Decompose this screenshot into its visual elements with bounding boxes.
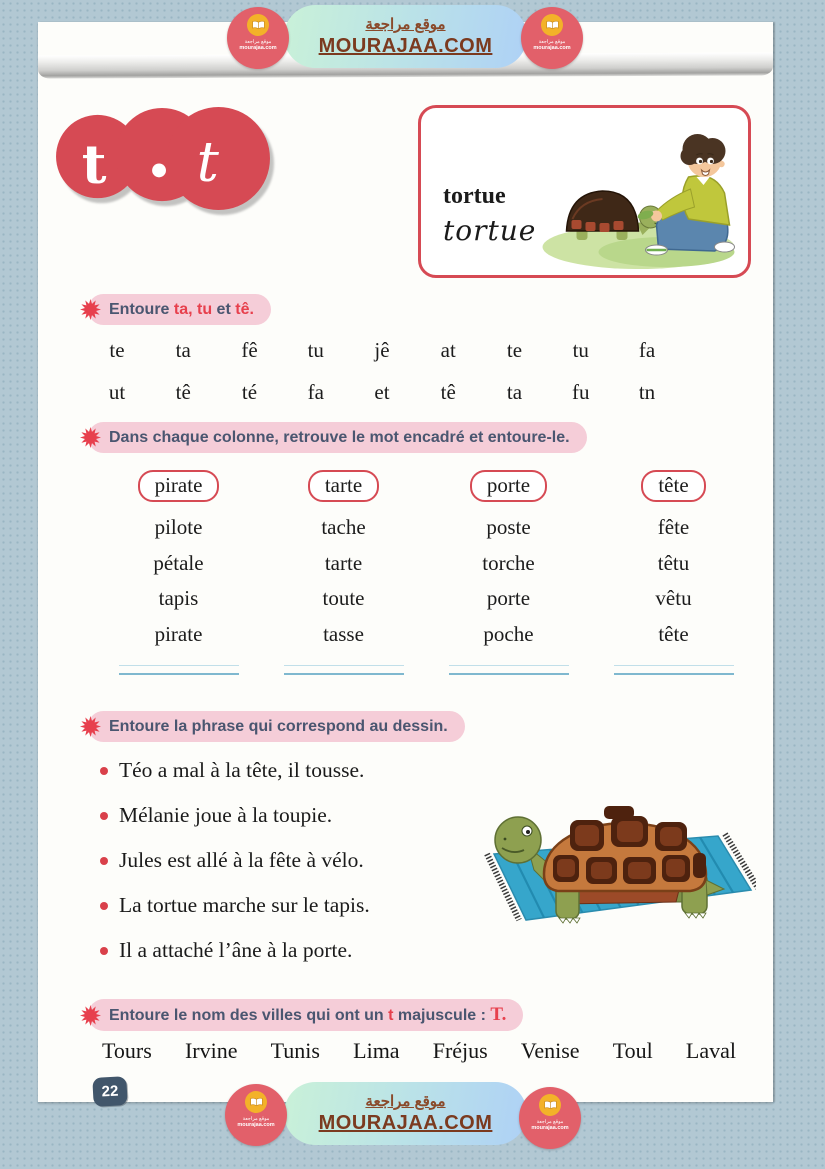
badge-arabic-label: موقع مراجعة bbox=[536, 1119, 564, 1125]
ex4-capital-t: T. bbox=[490, 1004, 507, 1025]
city-name: Toul bbox=[612, 1038, 653, 1063]
syllable: tê bbox=[175, 380, 191, 404]
syllable: tn bbox=[638, 380, 656, 404]
starburst-icon bbox=[80, 1005, 101, 1026]
word-option: tasse bbox=[323, 621, 364, 646]
letter-cursive-t: t bbox=[196, 130, 219, 195]
syllable: fê bbox=[241, 338, 258, 362]
syllable: at bbox=[440, 338, 456, 362]
word-option: têtu bbox=[657, 550, 690, 575]
sentence-item bbox=[100, 793, 370, 838]
dot-icon bbox=[100, 767, 108, 775]
word-option: pilote bbox=[154, 515, 203, 539]
word-option: poste bbox=[486, 515, 531, 539]
book-icon bbox=[539, 1094, 561, 1116]
letter-blob-shape bbox=[50, 107, 278, 211]
target-word-box bbox=[308, 470, 379, 502]
starburst-icon bbox=[80, 716, 101, 737]
badge-domain-label: mourajaa.com bbox=[533, 45, 571, 51]
sentence-item bbox=[100, 838, 370, 883]
word-option: fête bbox=[657, 515, 690, 539]
target-word: porte bbox=[486, 473, 531, 497]
site-logo-badge bbox=[225, 1084, 287, 1146]
ex3-instr-text: Entoure la phrase qui correspond au dessin. bbox=[109, 717, 448, 735]
city-name: Laval bbox=[685, 1038, 736, 1063]
writing-line bbox=[119, 665, 239, 675]
ex4-city-row bbox=[102, 1038, 736, 1064]
site-link[interactable]: MOURAJAA.COM bbox=[318, 35, 493, 57]
model-word-frame bbox=[418, 105, 751, 278]
starburst-icon bbox=[80, 427, 101, 448]
dot-icon bbox=[100, 857, 108, 865]
city-name: Tours bbox=[102, 1038, 152, 1063]
word-option: tarte bbox=[324, 550, 363, 575]
word-column-tarte bbox=[261, 470, 426, 675]
ex4-lowercase-t: t bbox=[388, 1007, 394, 1024]
word-option: porte bbox=[486, 586, 531, 610]
letter-separator-dot bbox=[152, 163, 166, 177]
syllable: et bbox=[374, 380, 390, 404]
boy-and-turtle-illustration bbox=[531, 123, 746, 273]
word-column-porte bbox=[426, 470, 591, 675]
target-word: pirate bbox=[154, 473, 203, 497]
model-word-cursive: tortue bbox=[443, 214, 537, 248]
dot-icon bbox=[100, 947, 108, 955]
ex1-syllable-row-2 bbox=[104, 380, 660, 405]
target-word: tarte bbox=[324, 473, 363, 497]
word-column-tete bbox=[591, 470, 756, 675]
syllable: fa bbox=[638, 338, 656, 362]
ex1-instruction: Entoure ta, tu et tê. bbox=[88, 294, 271, 325]
site-arabic-title: موقع مراجعة bbox=[365, 1093, 446, 1110]
writing-line bbox=[614, 665, 734, 675]
sentence-text: La tortue marche sur le tapis. bbox=[119, 893, 370, 917]
syllable: tu bbox=[307, 338, 324, 362]
word-option: tache bbox=[321, 515, 366, 539]
target-word-box bbox=[470, 470, 547, 502]
site-banner-bottom bbox=[284, 1082, 527, 1145]
syllable: fa bbox=[307, 380, 324, 404]
sentence-text: Mélanie joue à la toupie. bbox=[119, 803, 333, 827]
site-logo-badge bbox=[519, 1087, 581, 1149]
badge-arabic-label: موقع مراجعة bbox=[244, 39, 272, 45]
syllable: jê bbox=[374, 338, 390, 362]
ex1-syllable-row-1 bbox=[104, 338, 660, 363]
word-option: toute bbox=[322, 586, 365, 610]
starburst-icon bbox=[80, 299, 101, 320]
word-option: pétale bbox=[153, 550, 204, 575]
syllable: tu bbox=[572, 338, 589, 362]
badge-domain-label: mourajaa.com bbox=[237, 1122, 275, 1128]
city-name: Tunis bbox=[270, 1038, 320, 1063]
turtle-on-rug-illustration bbox=[466, 762, 756, 932]
city-name: Fréjus bbox=[432, 1038, 488, 1063]
model-word-print: tortue bbox=[443, 183, 506, 209]
ex3-instruction bbox=[88, 711, 465, 742]
badge-arabic-label: موقع مراجعة bbox=[242, 1116, 270, 1122]
word-option: torche bbox=[482, 550, 535, 575]
word-option: vêtu bbox=[655, 586, 692, 610]
word-option: tapis bbox=[158, 586, 199, 610]
sentence-item bbox=[100, 883, 370, 928]
sentence-text: Jules est allé à la fête à vélo. bbox=[119, 848, 364, 872]
ex2-instr-text: Dans chaque colonne, retrouve le mot encadré et entoure-le. bbox=[109, 428, 570, 446]
sentence-text: Téo a mal à la tête, il tousse. bbox=[119, 758, 365, 782]
syllable: fu bbox=[572, 380, 590, 404]
page-number-badge: 22 bbox=[92, 1076, 127, 1107]
writing-line bbox=[284, 665, 404, 675]
dot-icon bbox=[100, 902, 108, 910]
ex1-instr-text: Entoure bbox=[109, 300, 174, 318]
letter-print-t: t bbox=[81, 132, 107, 196]
syllable: te bbox=[506, 338, 523, 362]
ex4-instr-text: Entoure le nom des villes qui ont un bbox=[109, 1007, 389, 1024]
syllable: ta bbox=[506, 380, 523, 404]
badge-domain-label: mourajaa.com bbox=[531, 1125, 569, 1131]
city-name: Irvine bbox=[184, 1038, 238, 1063]
site-logo-badge bbox=[521, 7, 583, 69]
sentence-text: Il a attaché l’âne à la porte. bbox=[119, 938, 353, 962]
word-option: poche bbox=[483, 621, 534, 646]
badge-domain-label: mourajaa.com bbox=[239, 45, 277, 51]
ex4-instruction: Entoure le nom des villes qui ont un t majuscule : T. bbox=[88, 999, 523, 1031]
syllable: té bbox=[241, 380, 258, 404]
book-icon bbox=[245, 1091, 267, 1113]
dot-icon bbox=[100, 812, 108, 820]
site-link[interactable]: MOURAJAA.COM bbox=[318, 1112, 493, 1134]
city-name: Lima bbox=[353, 1038, 400, 1063]
syllable: tê bbox=[440, 380, 456, 404]
target-word-box bbox=[138, 470, 220, 502]
badge-arabic-label: موقع مراجعة bbox=[538, 39, 566, 45]
site-arabic-title: موقع مراجعة bbox=[365, 16, 446, 33]
target-word-box bbox=[641, 470, 705, 502]
target-word: tête bbox=[658, 473, 689, 497]
site-banner-top bbox=[284, 5, 527, 68]
ex2-columns bbox=[96, 470, 756, 675]
word-option: pirate bbox=[154, 621, 203, 646]
city-name: Venise bbox=[520, 1038, 580, 1063]
syllable: ta bbox=[175, 338, 191, 362]
book-icon bbox=[247, 14, 269, 36]
letter-card bbox=[50, 107, 278, 211]
scanned-page bbox=[38, 22, 773, 1102]
word-option: tête bbox=[658, 621, 689, 646]
writing-line bbox=[449, 665, 569, 675]
syllable: te bbox=[109, 338, 125, 362]
sentence-item bbox=[100, 748, 370, 793]
sentence-item bbox=[100, 928, 370, 973]
book-icon bbox=[541, 14, 563, 36]
ex1-instr-targets: ta, tu bbox=[173, 300, 213, 318]
word-column-pirate bbox=[96, 470, 261, 675]
ex2-instruction bbox=[88, 422, 587, 453]
syllable: ut bbox=[108, 380, 126, 404]
ex3-sentences bbox=[100, 748, 370, 973]
site-logo-badge bbox=[227, 7, 289, 69]
